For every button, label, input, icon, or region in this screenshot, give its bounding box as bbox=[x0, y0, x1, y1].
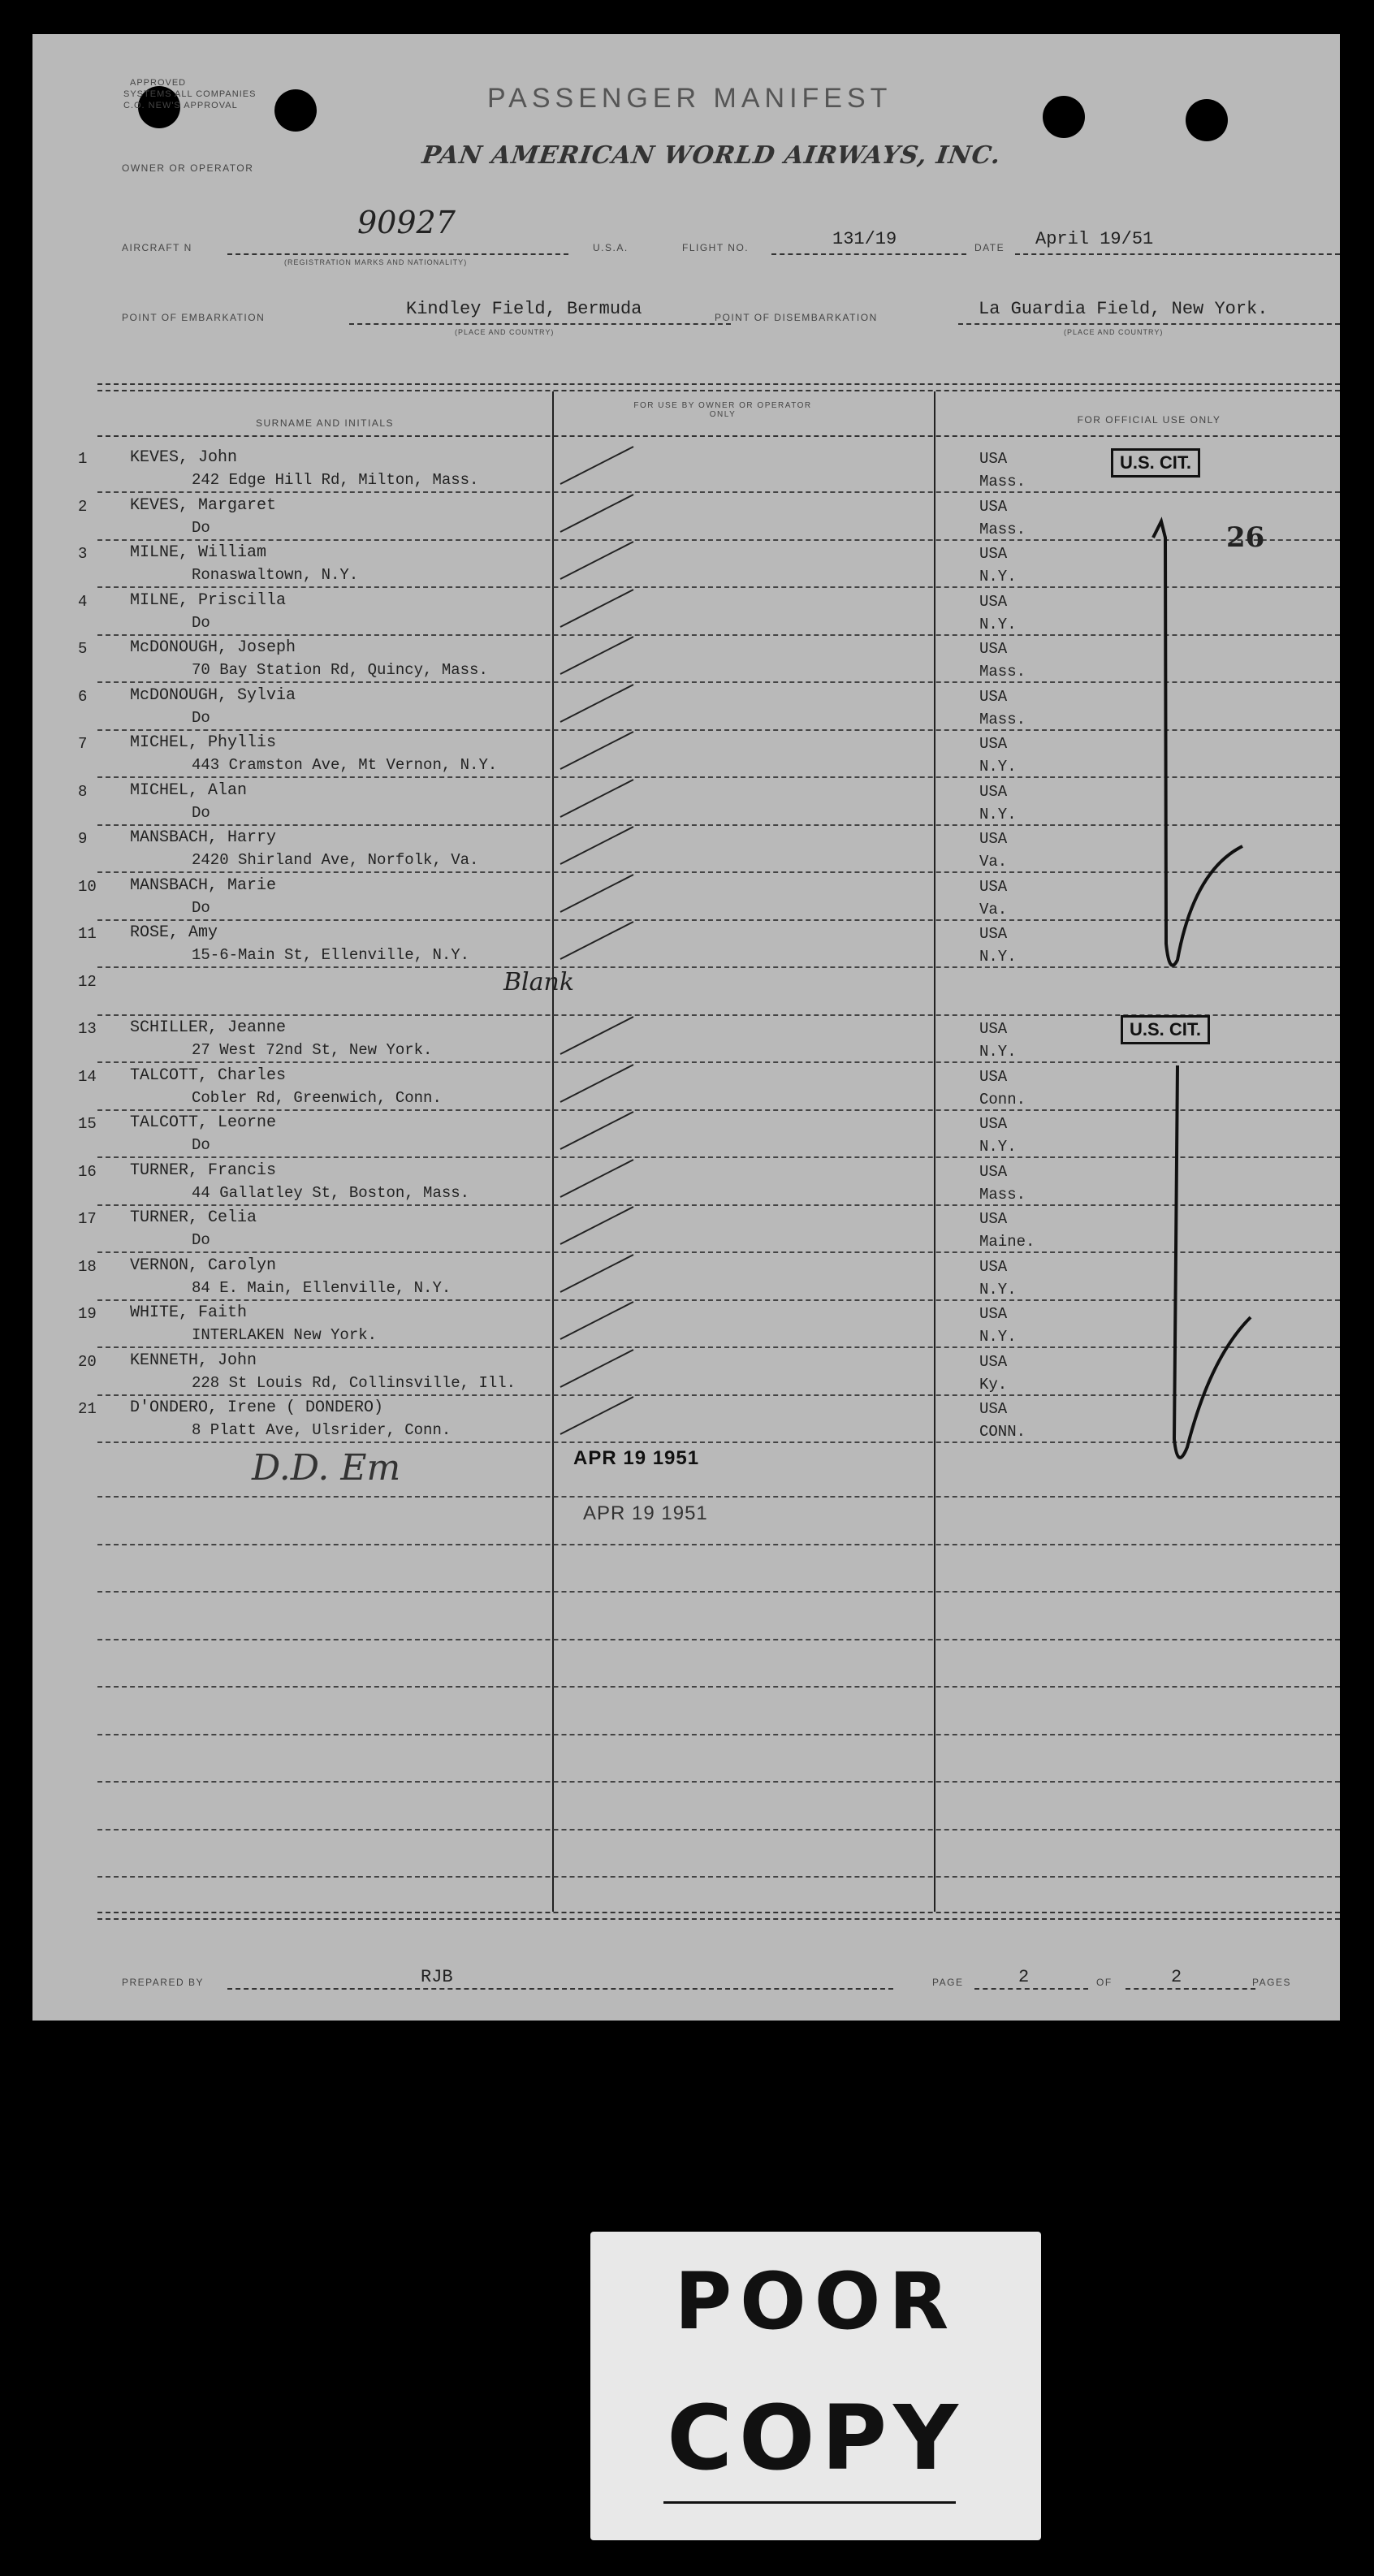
company-name: PAN AMERICAN WORLD AIRWAYS, INC. bbox=[420, 141, 1003, 170]
passenger-address: 8 Platt Ave, Ulsrider, Conn. bbox=[192, 1421, 452, 1439]
tick-mark-icon bbox=[552, 1155, 642, 1204]
row-number: 20 bbox=[78, 1352, 97, 1371]
flight-value: 131/19 bbox=[832, 229, 897, 249]
row-number: 16 bbox=[78, 1162, 97, 1181]
tick-mark-icon bbox=[552, 585, 642, 633]
passenger-address: 27 West 72nd St, New York. bbox=[192, 1041, 433, 1059]
tick-mark-icon bbox=[552, 870, 642, 918]
row-number: 11 bbox=[78, 925, 97, 943]
flight-rule bbox=[771, 253, 966, 257]
table-top-rule bbox=[97, 383, 1340, 387]
table-top-rule-2 bbox=[97, 390, 1340, 393]
passenger-name: TALCOTT, Charles bbox=[130, 1065, 287, 1085]
copy-word: COPY bbox=[667, 2386, 965, 2490]
date-rule bbox=[1015, 253, 1340, 257]
row-number: 17 bbox=[78, 1210, 97, 1228]
tick-mark-icon bbox=[552, 442, 642, 491]
table-row-rule bbox=[97, 1686, 1340, 1688]
date-stamp-light: APR 19 1951 bbox=[583, 1502, 708, 1524]
tick-mark-icon bbox=[552, 632, 642, 681]
table-row-rule bbox=[97, 1591, 1340, 1593]
passenger-name: KEVES, John bbox=[130, 448, 238, 467]
date-stamp-bold: APR 19 1951 bbox=[573, 1447, 700, 1469]
tick-mark-icon bbox=[552, 537, 642, 586]
poor-word: POOR bbox=[674, 2256, 957, 2347]
of-value: 2 bbox=[1171, 1967, 1182, 1987]
passenger-address: 443 Cramston Ave, Mt Vernon, N.Y. bbox=[192, 756, 498, 774]
embark-value: Kindley Field, Bermuda bbox=[406, 299, 642, 319]
row-number: 8 bbox=[78, 782, 88, 801]
state: N.Y. bbox=[979, 758, 1017, 776]
passenger-address: Do bbox=[192, 898, 210, 917]
table-row-rule bbox=[97, 1734, 1340, 1735]
row-number: 12 bbox=[78, 972, 97, 991]
passenger-name: TURNER, Celia bbox=[130, 1208, 257, 1227]
corner-text-1: APPROVED bbox=[130, 78, 187, 88]
nationality: USA bbox=[979, 592, 1008, 611]
nationality: USA bbox=[979, 1305, 1008, 1323]
table-row-rule bbox=[97, 1544, 1340, 1545]
nationality: USA bbox=[979, 1162, 1008, 1181]
table-row-rule bbox=[97, 1876, 1340, 1878]
tick-mark-icon bbox=[552, 727, 642, 776]
disembark-value: La Guardia Field, New York. bbox=[979, 299, 1268, 319]
nationality: USA bbox=[979, 545, 1008, 563]
tick-mark-icon bbox=[552, 490, 642, 538]
tick-mark-icon bbox=[552, 1060, 642, 1109]
state: N.Y. bbox=[979, 948, 1017, 966]
state: Mass. bbox=[979, 1185, 1026, 1204]
check-mark-icon bbox=[1096, 1049, 1259, 1472]
aircraft-rule bbox=[227, 253, 568, 257]
table-row-rule bbox=[97, 1781, 1340, 1783]
nationality: USA bbox=[979, 1067, 1008, 1086]
row-number: 5 bbox=[78, 640, 88, 658]
tick-mark-icon bbox=[552, 1107, 642, 1156]
us-citizen-stamp-1: U.S. CIT. bbox=[1111, 448, 1200, 478]
usa-label: U.S.A. bbox=[593, 242, 629, 253]
page-title: PASSENGER MANIFEST bbox=[487, 83, 892, 114]
nationality: USA bbox=[979, 1210, 1008, 1228]
nationality: USA bbox=[979, 1115, 1008, 1133]
page-value: 2 bbox=[1018, 1967, 1030, 1987]
tick-mark-icon bbox=[552, 775, 642, 823]
passenger-name: D'ONDERO, Irene ( DONDERO) bbox=[130, 1398, 384, 1417]
registration-caption: (REGISTRATION MARKS AND NATIONALITY) bbox=[284, 258, 468, 266]
state: N.Y. bbox=[979, 1043, 1017, 1061]
passenger-address: 2420 Shirland Ave, Norfolk, Va. bbox=[192, 851, 479, 869]
row-number: 6 bbox=[78, 687, 88, 706]
corner-text-2: SYSTEMS ALL COMPANIES bbox=[123, 89, 257, 99]
underline bbox=[663, 2501, 956, 2504]
punch-hole bbox=[1186, 99, 1228, 141]
footer-rule-2 bbox=[97, 1918, 1340, 1921]
date-value: April 19/51 bbox=[1035, 229, 1154, 249]
us-citizen-stamp-2: U.S. CIT. bbox=[1121, 1015, 1210, 1044]
signature: D.D. Em bbox=[252, 1447, 401, 1489]
state: Va. bbox=[979, 900, 1008, 918]
prepared-value: RJB bbox=[421, 1967, 453, 1987]
passenger-name: MANSBACH, Marie bbox=[130, 875, 277, 895]
footer-rule bbox=[97, 1912, 1340, 1915]
row-number: 2 bbox=[78, 497, 88, 516]
owner-label: OWNER OR OPERATOR bbox=[122, 162, 254, 174]
passenger-name: MILNE, William bbox=[130, 543, 267, 562]
state: CONN. bbox=[979, 1423, 1026, 1441]
nationality: USA bbox=[979, 497, 1008, 516]
col-owner-use: FOR USE BY OWNER OR OPERATOR ONLY bbox=[633, 401, 812, 419]
nationality: USA bbox=[979, 782, 1008, 801]
state: Mass. bbox=[979, 520, 1026, 538]
state: N.Y. bbox=[979, 568, 1017, 586]
passenger-name: McDONOUGH, Sylvia bbox=[130, 685, 296, 705]
tick-mark-icon bbox=[552, 1297, 642, 1346]
state: N.Y. bbox=[979, 615, 1017, 633]
passenger-address: 70 Bay Station Rd, Quincy, Mass. bbox=[192, 661, 488, 679]
page-rule bbox=[974, 1988, 1088, 1991]
date-label: DATE bbox=[974, 242, 1005, 253]
passenger-name: MICHEL, Alan bbox=[130, 780, 248, 800]
manifest-sheet bbox=[32, 34, 1340, 2021]
nationality: USA bbox=[979, 687, 1008, 706]
table-row-rule bbox=[97, 1496, 1340, 1498]
passenger-name: TALCOTT, Leorne bbox=[130, 1113, 277, 1132]
table-row-rule bbox=[97, 1829, 1340, 1830]
passenger-name: MILNE, Priscilla bbox=[130, 590, 287, 610]
nationality: USA bbox=[979, 877, 1008, 896]
tick-mark-icon bbox=[552, 822, 642, 871]
nationality: USA bbox=[979, 1257, 1008, 1276]
passenger-name: VERNON, Carolyn bbox=[130, 1256, 277, 1275]
nationality: USA bbox=[979, 1400, 1008, 1418]
passenger-address: INTERLAKEN New York. bbox=[192, 1326, 378, 1344]
passenger-name: ROSE, Amy bbox=[130, 923, 218, 942]
passenger-name: TURNER, Francis bbox=[130, 1160, 277, 1180]
passenger-name: MICHEL, Phyllis bbox=[130, 733, 277, 752]
state: Va. bbox=[979, 853, 1008, 871]
column-divider-2 bbox=[934, 391, 935, 1912]
corner-text-3: C.O. NEW'S APPROVAL bbox=[123, 101, 238, 110]
passenger-address: Do bbox=[192, 1231, 210, 1249]
row-number: 19 bbox=[78, 1305, 97, 1323]
prepared-rule bbox=[227, 1988, 893, 1991]
header-bottom-rule bbox=[97, 435, 1340, 439]
passenger-address: Do bbox=[192, 708, 210, 727]
of-label: OF bbox=[1096, 1977, 1113, 1988]
passenger-name: McDONOUGH, Joseph bbox=[130, 638, 296, 657]
tick-mark-icon bbox=[552, 1392, 642, 1441]
state: Mass. bbox=[979, 473, 1026, 491]
embark-label: POINT OF EMBARKATION bbox=[122, 312, 266, 323]
page-label: PAGE bbox=[932, 1977, 964, 1988]
check-mark-icon bbox=[1088, 489, 1251, 1009]
tick-mark-icon bbox=[552, 680, 642, 728]
passenger-address: 242 Edge Hill Rd, Milton, Mass. bbox=[192, 471, 479, 489]
passenger-address: Ronaswaltown, N.Y. bbox=[192, 566, 359, 584]
passenger-address: Do bbox=[192, 1136, 210, 1154]
row-number: 21 bbox=[78, 1400, 97, 1418]
passenger-address: 228 St Louis Rd, Collinsville, Ill. bbox=[192, 1373, 516, 1392]
passenger-name: WHITE, Faith bbox=[130, 1303, 248, 1322]
passenger-address: Do bbox=[192, 518, 210, 537]
col-surname: SURNAME AND INITIALS bbox=[255, 417, 395, 429]
state: N.Y. bbox=[979, 1328, 1017, 1346]
row12-note: Blank bbox=[503, 968, 575, 996]
nationality: USA bbox=[979, 735, 1008, 753]
passenger-address: Cobler Rd, Greenwich, Conn. bbox=[192, 1088, 442, 1107]
aircraft-label: AIRCRAFT N bbox=[122, 242, 192, 253]
punch-hole bbox=[1043, 96, 1085, 138]
state: N.Y. bbox=[979, 1280, 1017, 1299]
passenger-address: Do bbox=[192, 613, 210, 632]
passenger-name: KEVES, Margaret bbox=[130, 495, 277, 515]
embark-rule bbox=[349, 323, 731, 326]
nationality: USA bbox=[979, 1020, 1008, 1038]
state: Maine. bbox=[979, 1233, 1035, 1251]
nationality: USA bbox=[979, 1352, 1008, 1371]
flight-label: FLIGHT NO. bbox=[682, 242, 750, 253]
state: Mass. bbox=[979, 710, 1026, 728]
state: Mass. bbox=[979, 663, 1026, 681]
passenger-name: MANSBACH, Harry bbox=[130, 828, 277, 847]
row-number: 15 bbox=[78, 1115, 97, 1133]
col-official-use: FOR OFFICIAL USE ONLY bbox=[1077, 414, 1221, 426]
tick-mark-icon bbox=[552, 1345, 642, 1394]
pages-label: PAGES bbox=[1252, 1977, 1291, 1988]
row-number: 10 bbox=[78, 877, 97, 896]
table-row-rule bbox=[97, 1639, 1340, 1640]
row-number: 18 bbox=[78, 1257, 97, 1276]
margin-number: 26 bbox=[1226, 521, 1265, 554]
nationality: USA bbox=[979, 830, 1008, 848]
passenger-address: Do bbox=[192, 803, 210, 822]
row-number: 4 bbox=[78, 592, 88, 611]
row-number: 7 bbox=[78, 735, 88, 753]
passenger-address: 15-6-Main St, Ellenville, N.Y. bbox=[192, 946, 470, 964]
state: Conn. bbox=[979, 1090, 1026, 1109]
prepared-label: PREPARED BY bbox=[122, 1977, 204, 1988]
of-rule bbox=[1126, 1988, 1255, 1991]
tick-mark-icon bbox=[552, 1202, 642, 1251]
disembark-caption: (PLACE AND COUNTRY) bbox=[1064, 328, 1164, 336]
state: N.Y. bbox=[979, 805, 1017, 823]
nationality: USA bbox=[979, 450, 1008, 468]
passenger-name: KENNETH, John bbox=[130, 1351, 257, 1370]
tick-mark-icon bbox=[552, 917, 642, 966]
aircraft-value: 90927 bbox=[357, 205, 456, 240]
nationality: USA bbox=[979, 640, 1008, 658]
punch-hole bbox=[274, 89, 317, 132]
tick-mark-icon bbox=[552, 1250, 642, 1299]
poor-copy-card bbox=[590, 2232, 1041, 2540]
row-number: 9 bbox=[78, 830, 88, 848]
state: Ky. bbox=[979, 1375, 1008, 1394]
disembark-label: POINT OF DISEMBARKATION bbox=[715, 312, 878, 323]
nationality: USA bbox=[979, 925, 1008, 943]
tick-mark-icon bbox=[552, 1012, 642, 1061]
row-number: 3 bbox=[78, 545, 88, 563]
passenger-name: SCHILLER, Jeanne bbox=[130, 1018, 287, 1037]
passenger-address: 84 E. Main, Ellenville, N.Y. bbox=[192, 1278, 452, 1297]
row-number: 14 bbox=[78, 1067, 97, 1086]
disembark-rule bbox=[958, 323, 1340, 326]
passenger-address: 44 Gallatley St, Boston, Mass. bbox=[192, 1183, 470, 1202]
row-number: 13 bbox=[78, 1020, 97, 1038]
state: N.Y. bbox=[979, 1138, 1017, 1156]
embark-caption: (PLACE AND COUNTRY) bbox=[455, 328, 555, 336]
row-number: 1 bbox=[78, 450, 88, 468]
